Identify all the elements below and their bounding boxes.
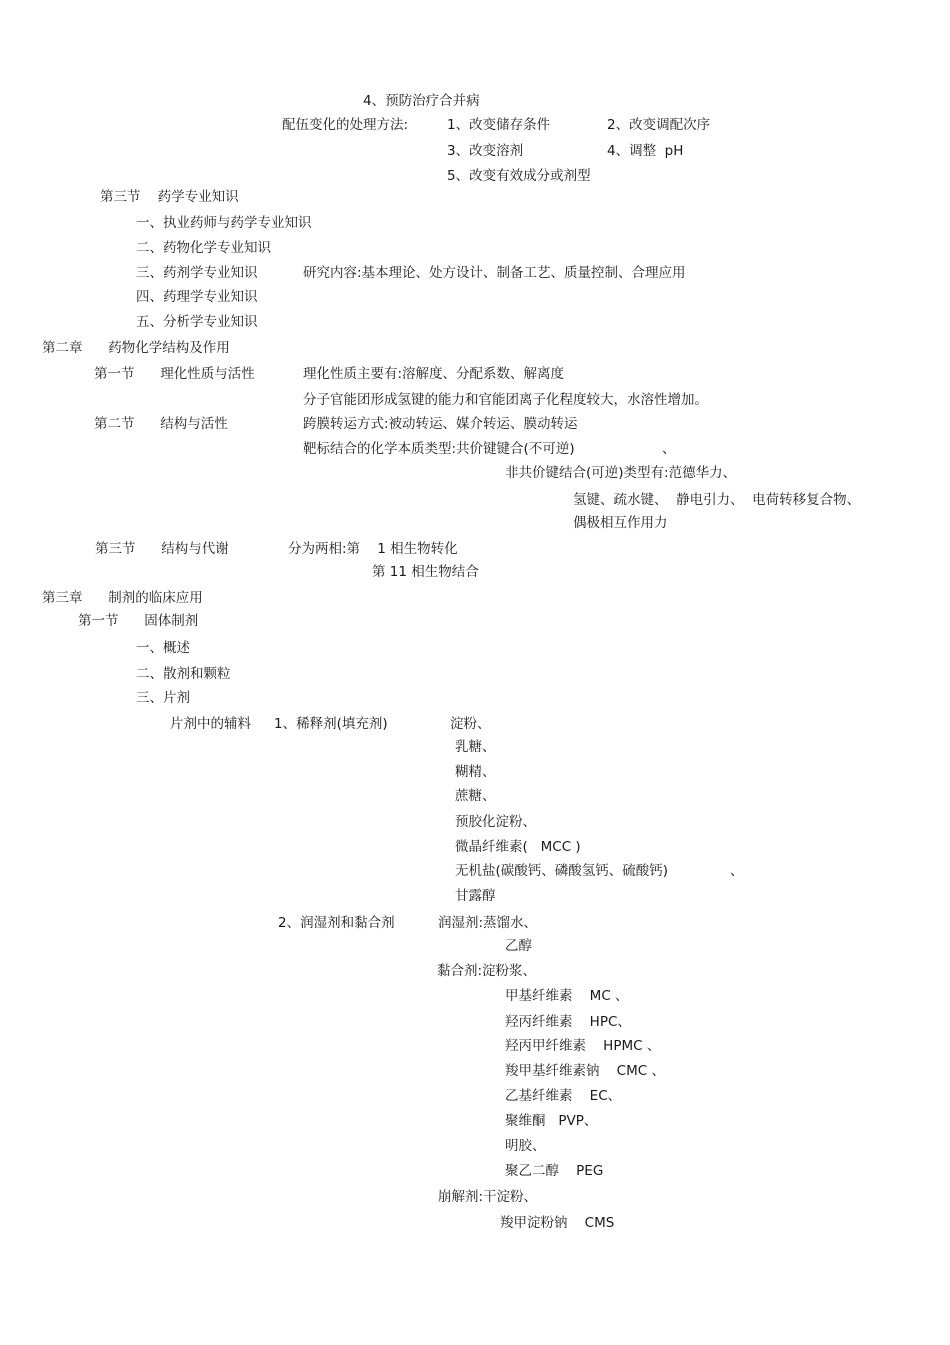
list-item: 糊精、	[455, 764, 496, 780]
text-line: 4、调整 pH	[607, 143, 684, 159]
text-line: 分子官能团形成氢键的能力和官能团离子化程度较大，水溶性增加。	[303, 392, 708, 408]
text-line: 分为两相:第 1 相生物转化	[288, 541, 458, 557]
text-line: 二、药物化学专业知识	[136, 240, 271, 256]
list-item: 崩解剂:干淀粉、	[438, 1189, 538, 1205]
list-item: 淀粉、	[450, 716, 491, 732]
section-heading: 第二节 结构与活性	[94, 416, 228, 432]
list-item: 润湿剂:蒸馏水、	[438, 915, 538, 931]
text-line: 非共价键结合(可逆)类型有:范德华力、	[505, 465, 737, 481]
text-line: 四、药理学专业知识	[136, 289, 258, 305]
list-item: 羟丙甲纤维素 HPMC 、	[505, 1038, 661, 1054]
list-item: 聚乙二醇 PEG	[505, 1163, 604, 1179]
text-line: 1、改变储存条件	[447, 117, 551, 133]
text-line: 片剂中的辅料	[170, 716, 251, 732]
list-item: 羟丙纤维素 HPC、	[505, 1014, 631, 1030]
text-line: 1、稀释剂(填充剂)	[274, 716, 388, 732]
text-line: 研究内容:基本理论、处方设计、制备工艺、质量控制、合理应用	[303, 265, 686, 281]
text-line: 3、改变溶剂	[447, 143, 524, 159]
text-line: 五、分析学专业知识	[136, 314, 258, 330]
list-item: 甘露醇	[455, 888, 496, 904]
text-line: 偶极相互作用力	[573, 515, 668, 531]
section-heading: 第三节 药学专业知识	[100, 189, 239, 205]
text-line: 2、改变调配次序	[607, 117, 711, 133]
list-item: 乳糖、	[455, 739, 496, 755]
list-item: 黏合剂:淀粉浆、	[437, 963, 537, 979]
text-line: 一、概述	[136, 640, 190, 656]
list-item: 甲基纤维素 MC 、	[505, 988, 629, 1004]
list-item: 乙基纤维素 EC、	[505, 1088, 622, 1104]
text-line: 4、预防治疗合并病	[363, 93, 480, 109]
section-heading: 第一节 理化性质与活性	[94, 366, 255, 382]
text-line: 靶标结合的化学本质类型:共价键键合(不可逆)	[303, 441, 575, 457]
list-item: 蔗糖、	[455, 788, 496, 804]
text-line: 、	[730, 863, 744, 879]
text-line: 三、片剂	[136, 690, 190, 706]
chapter-heading: 第二章 药物化学结构及作用	[42, 340, 230, 356]
list-item: 预胶化淀粉、	[455, 814, 536, 830]
list-item: 羧甲淀粉钠 CMS	[500, 1215, 615, 1231]
text-line: 5、改变有效成分或剂型	[447, 168, 591, 184]
text-line: 2、润湿剂和黏合剂	[278, 915, 395, 931]
text-line: 一、执业药师与药学专业知识	[136, 215, 312, 231]
list-item: 微晶纤维素( MCC )	[455, 839, 581, 855]
section-heading: 第三节 结构与代谢	[95, 541, 229, 557]
text-line: 氢键、疏水键、 静电引力、 电荷转移复合物、	[573, 492, 861, 508]
text-line: 、	[662, 441, 676, 457]
list-item: 羧甲基纤维素钠 CMC 、	[505, 1063, 665, 1079]
text-line: 三、药剂学专业知识	[136, 265, 258, 281]
list-item: 聚维酮 PVP、	[505, 1113, 598, 1129]
list-item: 明胶、	[505, 1138, 546, 1154]
text-line: 配伍变化的处理方法:	[282, 117, 409, 133]
text-line: 跨膜转运方式:被动转运、媒介转运、膜动转运	[303, 416, 578, 432]
text-line: 理化性质主要有:溶解度、分配系数、解离度	[303, 366, 565, 382]
chapter-heading: 第三章 制剂的临床应用	[42, 590, 203, 606]
section-heading: 第一节 固体制剂	[78, 613, 199, 629]
list-item: 乙醇	[505, 938, 532, 954]
list-item: 无机盐(碳酸钙、磷酸氢钙、硫酸钙)	[455, 863, 669, 879]
text-line: 二、散剂和颗粒	[136, 666, 231, 682]
text-line: 第 11 相生物结合	[372, 564, 479, 580]
